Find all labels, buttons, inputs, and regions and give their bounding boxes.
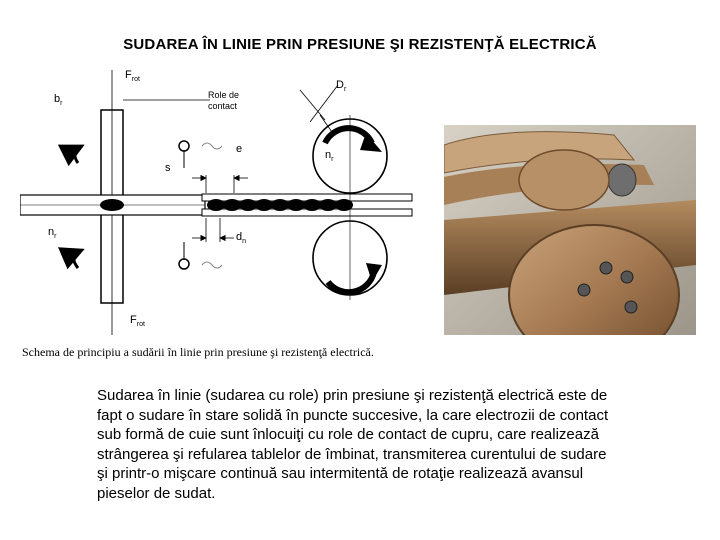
dr-leader-line [310, 85, 338, 122]
label-s: s [165, 162, 171, 174]
seam-welding-schematic [20, 60, 420, 335]
label-dr: $D_r$ [336, 79, 347, 93]
figure-caption: Schema de principiu a sudării în linie prin presiune şi rezistenţă electrică. [22, 345, 374, 359]
terminal-bottom [179, 259, 189, 269]
seam-nuggets [207, 199, 353, 211]
label-role-de: Role de [208, 90, 240, 100]
label-f-rot-top: $F_{rot}$ [125, 69, 140, 83]
page-title: SUDAREA ÎN LINIE PRIN PRESIUNE ŞI REZISTENŢĂ ELECTRICĂ [123, 36, 597, 53]
ac-source-top-icon [202, 143, 222, 149]
label-dn: $d_n$ [236, 231, 247, 245]
role-leader-line-2 [300, 90, 325, 120]
rotation-arrow-bottom-left [74, 250, 82, 268]
label-f-rot-bottom: $F_{rot}$ [130, 314, 145, 328]
label-nr-left: $n_r$ [48, 226, 57, 240]
label-e: e [236, 143, 243, 155]
ac-source-bottom-icon [202, 262, 222, 268]
label-br: $b_r$ [54, 93, 63, 107]
label-nr-right: $n_r$ [325, 149, 334, 163]
weld-nugget-left [100, 199, 124, 211]
seam-welding-machine-photo [444, 125, 696, 335]
terminal-top [179, 141, 189, 151]
description-paragraph: Sudarea în linie (sudarea cu role) prin presiune şi rezistenţă electrică este de fapt o sudare în stare solidă în puncte succesive, la care electrozii de contact sub formă de cuie sunt înlocuiţi cu role de contact de cupru, care realizează strângerea şi refularea tablelor de îmbinat, transmiterea curentului de sudare şi printr-o mişcare continuă sau intermitentă de rotaţie realizează avansul pieselor de sudat. [97, 387, 609, 502]
rotation-arrow-top-left [75, 146, 82, 163]
label-contact: contact [208, 101, 238, 111]
